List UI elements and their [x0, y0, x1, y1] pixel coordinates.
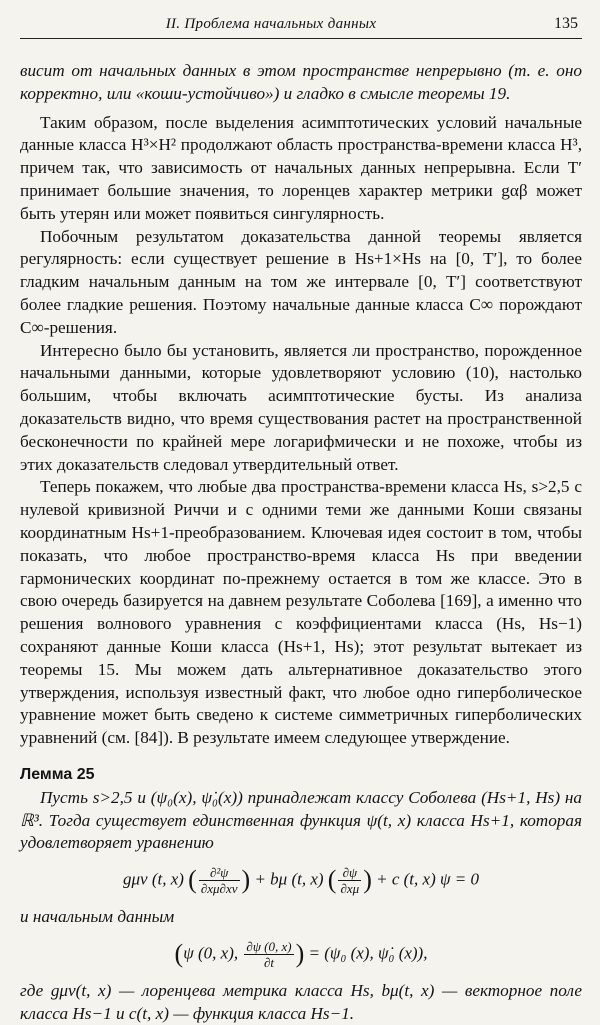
page-number: 135: [554, 15, 578, 32]
paren-open: (: [174, 938, 184, 968]
paragraph: Теперь покажем, что любые два пространства-времени класса Hs, s>2,5 с нулевой кривизной Риччи и с одними теми же данными Коши связаны координатным Hs+1-преобразованием. Ключевая идея состоит в том, чтобы показать, что любое пространство-время класса Hs при введении гармонических координат по-прежнему остается в том же классе. Это в свою очередь базируется на давнем результате Соболева [169], а именно что решения волнового уравнения с коэффициентами класса (Hs, Hs−1) сохраняют данные Коши класса (Hs+1, Hs); этот результат вытекает из теоремы 15. Мы можем дать альтернативное доказательство этого утверждения, используя известный факт, что любое одно гиперболическое уравнение может быть сведено к системе симметричных гиперболических уравнений (см. [84]). В результате имеем следующее утверждение.: [20, 477, 582, 748]
paragraph: Таким образом, после выделения асимптотических условий начальные данные класса H³×H² продолжают область пространства-времени класса H³, причем так, что зависимость от начальных данных непрерывна. Если T′ принимает большие значения, то лоренцев характер метрики gαβ может быть утерян или может появиться сингулярность.: [20, 112, 582, 223]
lemma-heading: Лемма 25: [20, 765, 95, 783]
lemma-statement: Пусть s>2,5 и (ψ₀(x), ψ̇₀(x)) принадлежат классу Соболева (Hs+1, Hs) на ℝ³. Тогда существует единственная функция ψ(t, x) класса Hs+1, которая удовлетворяет уравнению: [20, 787, 582, 853]
initial-data-formula: [20, 939, 582, 970]
fraction-time-derivative: $\frac{\partial\psi (0, x)}{\partial t}$: [246, 938, 292, 970]
lemma-footnote: где gμν(t, x) — лоренцева метрика класса Hs, bμ(t, x) — векторное поле класса Hs−1 и c(t, x) — функция класса Hs−1.: [20, 980, 582, 1023]
running-header: [20, 12, 582, 39]
fraction-second-derivative: $\frac{\text{∂²ψ}}{\partial x\mu\partial x\nu}$: [200, 865, 238, 897]
paren-close: ): [295, 938, 305, 968]
equation-mid: + bμ (t, x): [254, 869, 324, 889]
equation-tail: + c (t, x) ψ = 0: [376, 869, 480, 889]
fraction-first-derivative: $\frac{\partial\psi}{\partial x\mu}$: [340, 865, 360, 897]
initial-left: ψ (0, x),: [183, 943, 239, 963]
paragraph: Интересно было бы установить, является ли пространство, порожденное начальными данными, которые удовлетворяют условию (10), настолько большим, чтобы включать асимптотические бусты. Из анализа доказательств видно, что время существования растет на пространственной бесконечности по крайней мере логарифмически и не похоже, чтобы из этих доказательств следовал утвердительный ответ.: [20, 340, 582, 474]
wave-equation: [20, 865, 582, 896]
paren-close: ): [363, 865, 372, 895]
running-title: II. Проблема начальных данных: [165, 16, 377, 32]
paren-open: (: [327, 865, 337, 895]
equation-lead: gμν (t, x): [122, 869, 184, 889]
paragraph: Побочным результатом доказательства данной теоремы является регулярность: если существует решение в Hs+1×Hs на [0, T′], то более гладким начальным данным на том же интервале [0, T′] соответствуют более гладкие решения. Поэтому начальные данные класса C∞ порождают C∞-решения.: [20, 226, 582, 337]
initial-data-label: и начальным данным: [20, 907, 175, 927]
paren-open: (: [188, 865, 197, 895]
paragraph-continuation: висит от начальных данных в этом пространстве непрерывно (т. е. оно корректно, или «коши-устойчиво») и гладко в смысле теоремы 19.: [20, 61, 582, 103]
initial-right: = (ψ₀ (x), ψ̇₀ (x)),: [308, 943, 428, 963]
paren-close: ): [241, 865, 251, 895]
page-body: [20, 60, 582, 1025]
